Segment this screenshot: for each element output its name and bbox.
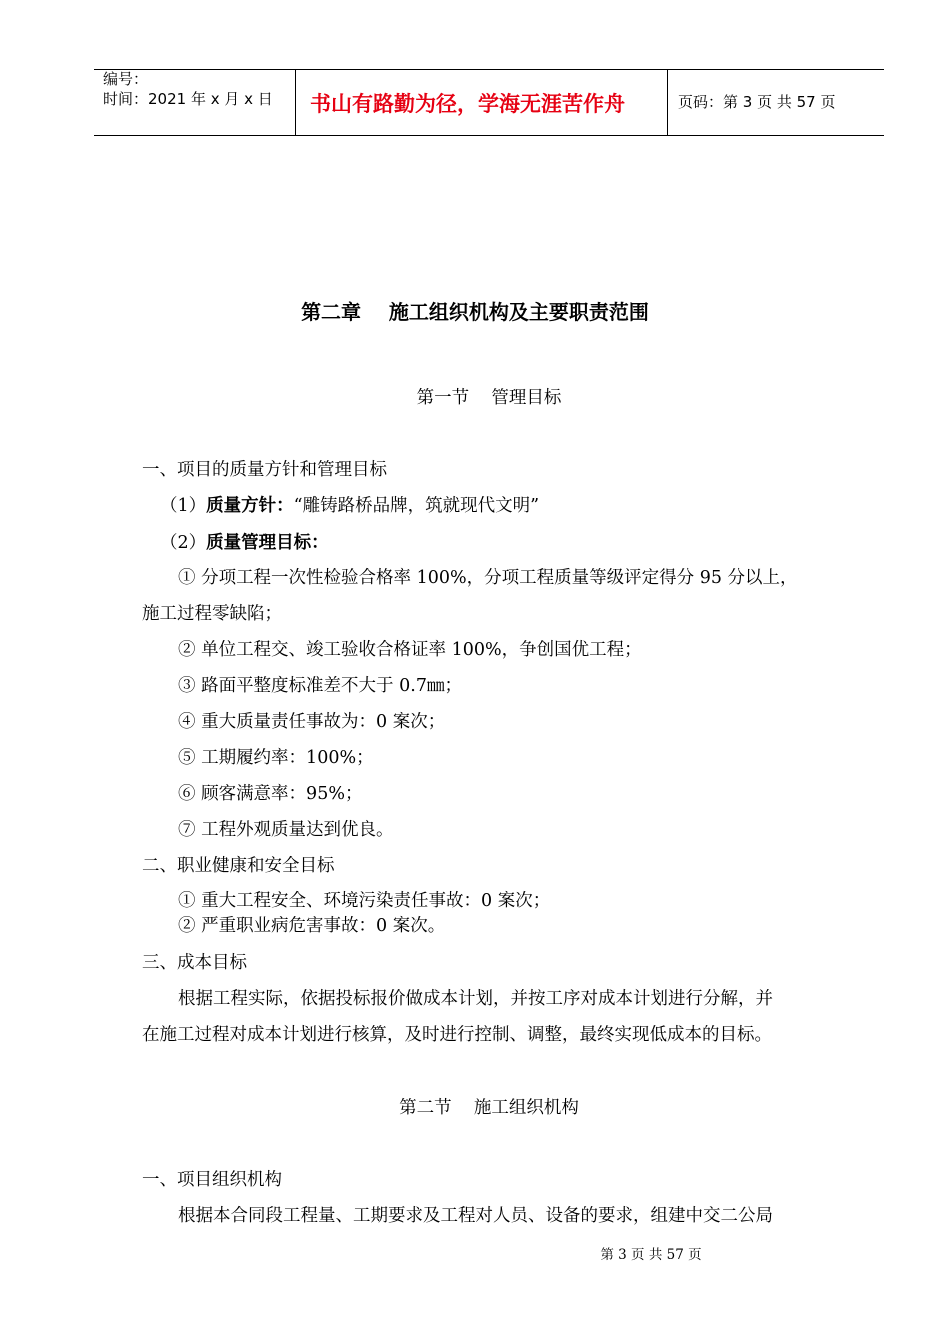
section-2-paragraph-line-1: 根据本合同段工程量、工期要求及工程对人员、设备的要求，组建中交二公局 [178,1206,773,1226]
safety-goal-1: ① 重大工程安全、环境污染责任事故：0 案次； [178,891,551,911]
chapter-title: 第二章 施工组织机构及主要职责范围 [301,300,649,324]
section-2-title: 第二节 施工组织机构 [399,1098,579,1118]
quality-policy-line [160,495,539,517]
section-1-title: 第一节 管理目标 [416,388,562,408]
goal-1-line-2: 施工过程零缺陷； [142,604,282,624]
safety-goal-2: ② 严重职业病危害事故：0 案次。 [178,916,446,936]
header-divider-1 [295,69,296,136]
header-number-label: 编号： [103,70,149,88]
goal-6: ⑥ 顾客满意率：95%； [178,784,363,804]
section-2-heading-1: 一、项目组织机构 [142,1170,282,1190]
header-divider-2 [667,69,668,136]
goal-7: ⑦ 工程外观质量达到优良。 [178,820,394,840]
header-time-label: 时间：2021 年 x 月 x 日 [103,90,273,108]
footer-page-number: 第 3 页 共 57 页 [600,1247,702,1263]
goal-1-line-1: ① 分项工程一次性检验合格率 100%，分项工程质量等级评定得分 95 分以上， [178,568,798,588]
header-page-label: 页码：第 3 页 共 57 页 [678,93,836,111]
goal-4: ④ 重大质量责任事故为：0 案次； [178,712,446,732]
quality-goal-label: 质量管理目标： [206,533,329,553]
item-prefix: （1） [160,496,207,516]
quality-policy-label: 质量方针： [206,496,294,516]
cost-paragraph-line-1: 根据工程实际，依据投标报价做成本计划，并按工序对成本计划进行分解，并 [178,989,773,1009]
header-motto: 书山有路勤为径，学海无涯苦作舟 [310,92,625,116]
cost-paragraph-line-2: 在施工过程对成本计划进行核算，及时进行控制、调整，最终实现低成本的目标。 [142,1025,772,1045]
section-1-heading-1: 一、项目的质量方针和管理目标 [142,460,387,480]
header-top-border [94,69,884,70]
section-1-heading-2: 二、职业健康和安全目标 [142,856,335,876]
goal-3: ③ 路面平整度标准差不大于 0.7㎜； [178,676,462,696]
goal-5: ⑤ 工期履约率：100%； [178,748,374,768]
item-prefix: （2） [160,533,207,553]
quality-policy-text: “雕铸路桥品牌，筑就现代文明” [293,496,540,516]
header-bottom-border [94,135,884,136]
section-1-heading-3: 三、成本目标 [142,953,247,973]
goal-2: ② 单位工程交、竣工验收合格证率 100%，争创国优工程； [178,640,642,660]
quality-goal-heading [160,532,329,554]
